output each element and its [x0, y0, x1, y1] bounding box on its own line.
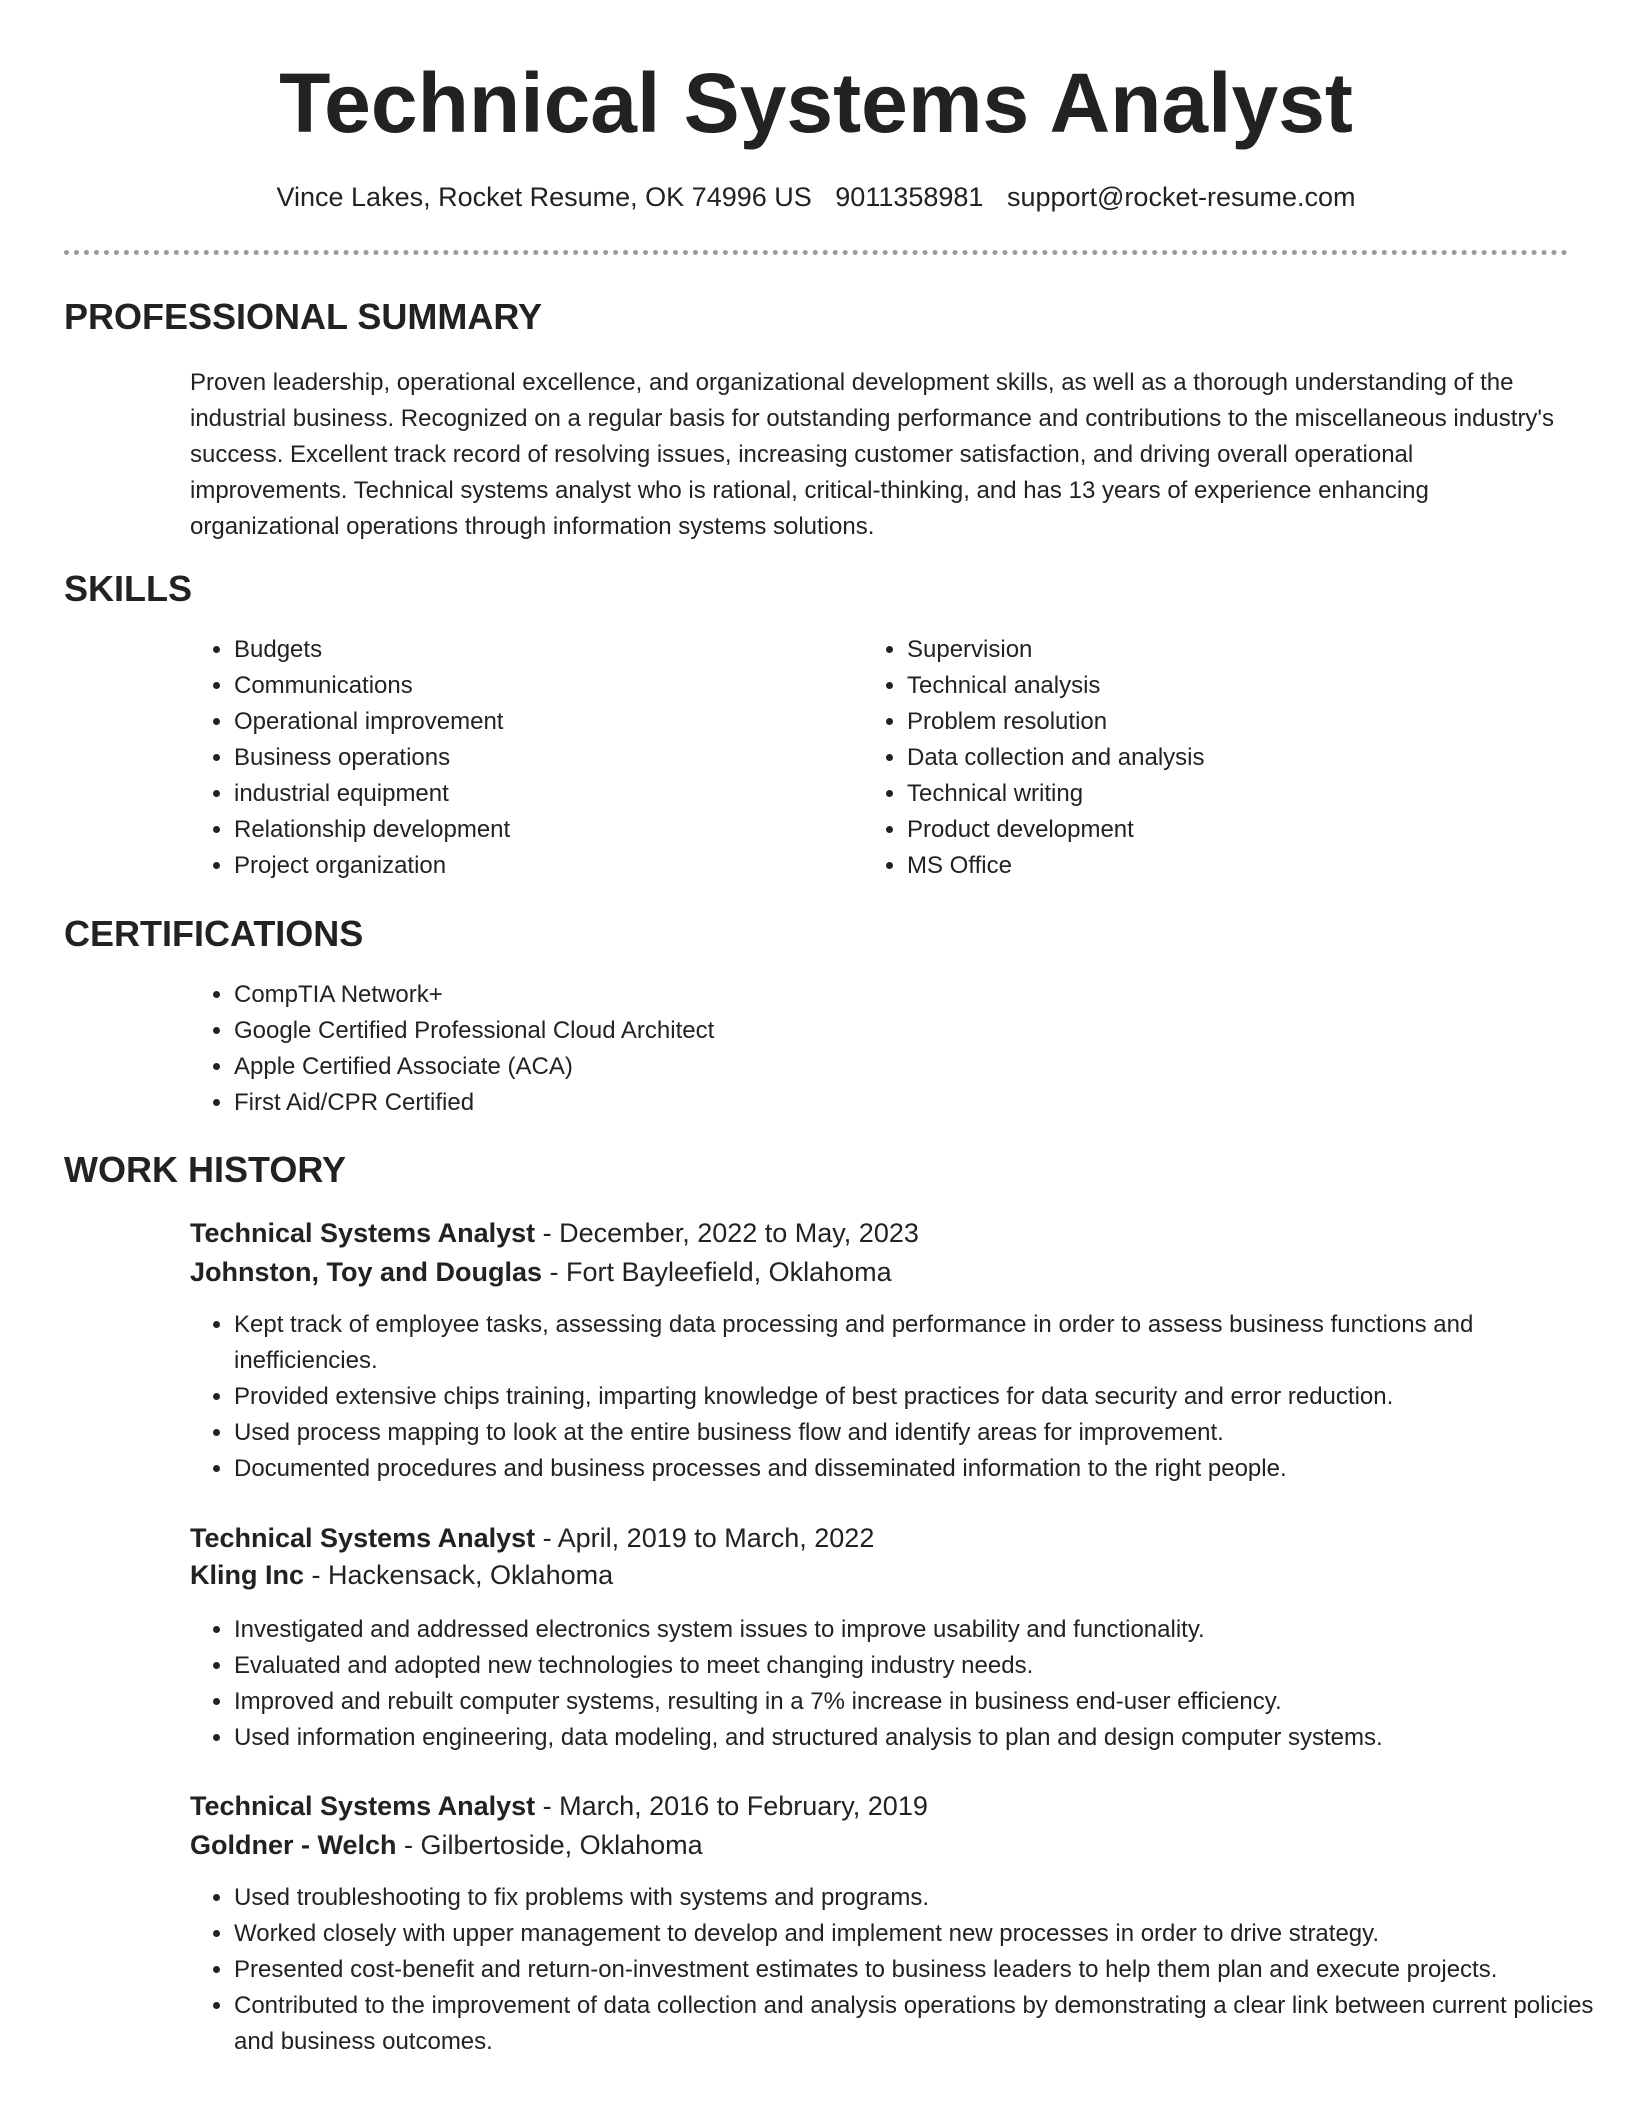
job-bullets [190, 1880, 1614, 2060]
skill-item: • Product development [907, 812, 1507, 848]
job-bullet: • Improved and rebuilt computer systems, resulting in a 7% increase in business end-user efficiency. [234, 1684, 1614, 1720]
job-bullet: • Evaluated and adopted new technologies to meet changing industry needs. [234, 1648, 1614, 1684]
job-role: Technical Systems Analyst [190, 1523, 536, 1553]
job-location: - Fort Bayleefield, Oklahoma [542, 1257, 892, 1287]
job-bullet: • Investigated and addressed electronics system issues to improve usability and functionality. [234, 1612, 1614, 1648]
job-bullet: • Contributed to the improvement of data collection and analysis operations by demonstrating a clear link between current policies and business outcomes. [234, 1988, 1614, 2060]
job-bullet: • Kept track of employee tasks, assessing data processing and performance in order to assess business functions and inefficiencies. [234, 1307, 1614, 1379]
summary-text: Proven leadership, operational excellence, and organizational development skills, as well as a thorough understanding of the industrial business. Recognized on a regular basis for outstanding performance and contributions to the miscellaneous industry's success. Excellent track record of resolving issues, increasing customer satisfaction, and driving overall operational improvements. Technical systems analyst who is rational, critical-thinking, and has 13 years of experience enhancing organizational operations through information systems solutions. [190, 369, 1555, 540]
job-bullets [190, 1307, 1614, 1487]
job-bullet: • Provided extensive chips training, imparting knowledge of best practices for data security and error reduction. [234, 1379, 1614, 1415]
certifications-heading: CERTIFICATIONS [64, 913, 364, 954]
header-divider [64, 250, 1568, 255]
skills-heading: SKILLS [64, 568, 193, 609]
certification-item: • First Aid/CPR Certified [234, 1085, 1534, 1121]
job-title-line [190, 1786, 928, 1826]
job-company-line [190, 1252, 892, 1292]
contact-line [0, 180, 1632, 214]
skill-item: • Business operations [234, 740, 834, 776]
skill-item: • Operational improvement [234, 704, 834, 740]
job-bullet: • Documented procedures and business processes and disseminated information to the right people. [234, 1451, 1614, 1487]
work-history-heading: WORK HISTORY [64, 1149, 347, 1190]
skill-item: • industrial equipment [234, 776, 834, 812]
job-location: - Gilbertoside, Oklahoma [396, 1830, 703, 1860]
job-bullets [190, 1612, 1614, 1756]
job-dates: - March, 2016 to February, 2019 [535, 1791, 928, 1821]
skill-item: • Supervision [907, 632, 1507, 668]
contact-address: Vince Lakes, Rocket Resume, OK 74996 US [276, 182, 812, 212]
skill-item: • Problem resolution [907, 704, 1507, 740]
job-role: Technical Systems Analyst [190, 1218, 536, 1248]
job-company: Johnston, Toy and Douglas [190, 1257, 543, 1287]
job-company-line [190, 1825, 703, 1865]
skill-item: • Relationship development [234, 812, 834, 848]
skill-item: • Data collection and analysis [907, 740, 1507, 776]
job-bullet: • Used information engineering, data modeling, and structured analysis to plan and design computer systems. [234, 1720, 1614, 1756]
certification-item: • CompTIA Network+ [234, 977, 1534, 1013]
job-dates: - April, 2019 to March, 2022 [535, 1523, 875, 1553]
skill-item: • Communications [234, 668, 834, 704]
skill-item: • Project organization [234, 848, 834, 884]
job-company: Goldner - Welch [190, 1830, 397, 1860]
contact-phone: 9011358981 [835, 182, 984, 212]
job-bullet: • Used troubleshooting to fix problems with systems and programs. [234, 1880, 1614, 1916]
job-location: - Hackensack, Oklahoma [304, 1560, 614, 1590]
summary-heading: PROFESSIONAL SUMMARY [64, 296, 543, 337]
certification-item: • Apple Certified Associate (ACA) [234, 1049, 1534, 1085]
skill-item: • MS Office [907, 848, 1507, 884]
skill-item: • Technical writing [907, 776, 1507, 812]
contact-email: support@rocket-resume.com [1006, 182, 1356, 212]
certifications-list [190, 977, 1534, 1121]
job-title-line [190, 1518, 874, 1558]
job-bullet: • Used process mapping to look at the entire business flow and identify areas for improvement. [234, 1415, 1614, 1451]
skills-list-right [863, 632, 1507, 884]
skills-list-left [190, 632, 834, 884]
job-title-line [190, 1213, 919, 1253]
job-dates: - December, 2022 to May, 2023 [535, 1218, 919, 1248]
certification-item: • Google Certified Professional Cloud Architect [234, 1013, 1534, 1049]
resume-name: Technical Systems Analyst [279, 56, 1353, 150]
job-company-line [190, 1555, 613, 1595]
job-bullet: • Presented cost-benefit and return-on-investment estimates to business leaders to help them plan and execute projects. [234, 1952, 1614, 1988]
job-company: Kling Inc [190, 1560, 304, 1590]
skill-item: • Technical analysis [907, 668, 1507, 704]
job-role: Technical Systems Analyst [190, 1791, 536, 1821]
job-bullet: • Worked closely with upper management to develop and implement new processes in order to drive strategy. [234, 1916, 1614, 1952]
skill-item: • Budgets [234, 632, 834, 668]
